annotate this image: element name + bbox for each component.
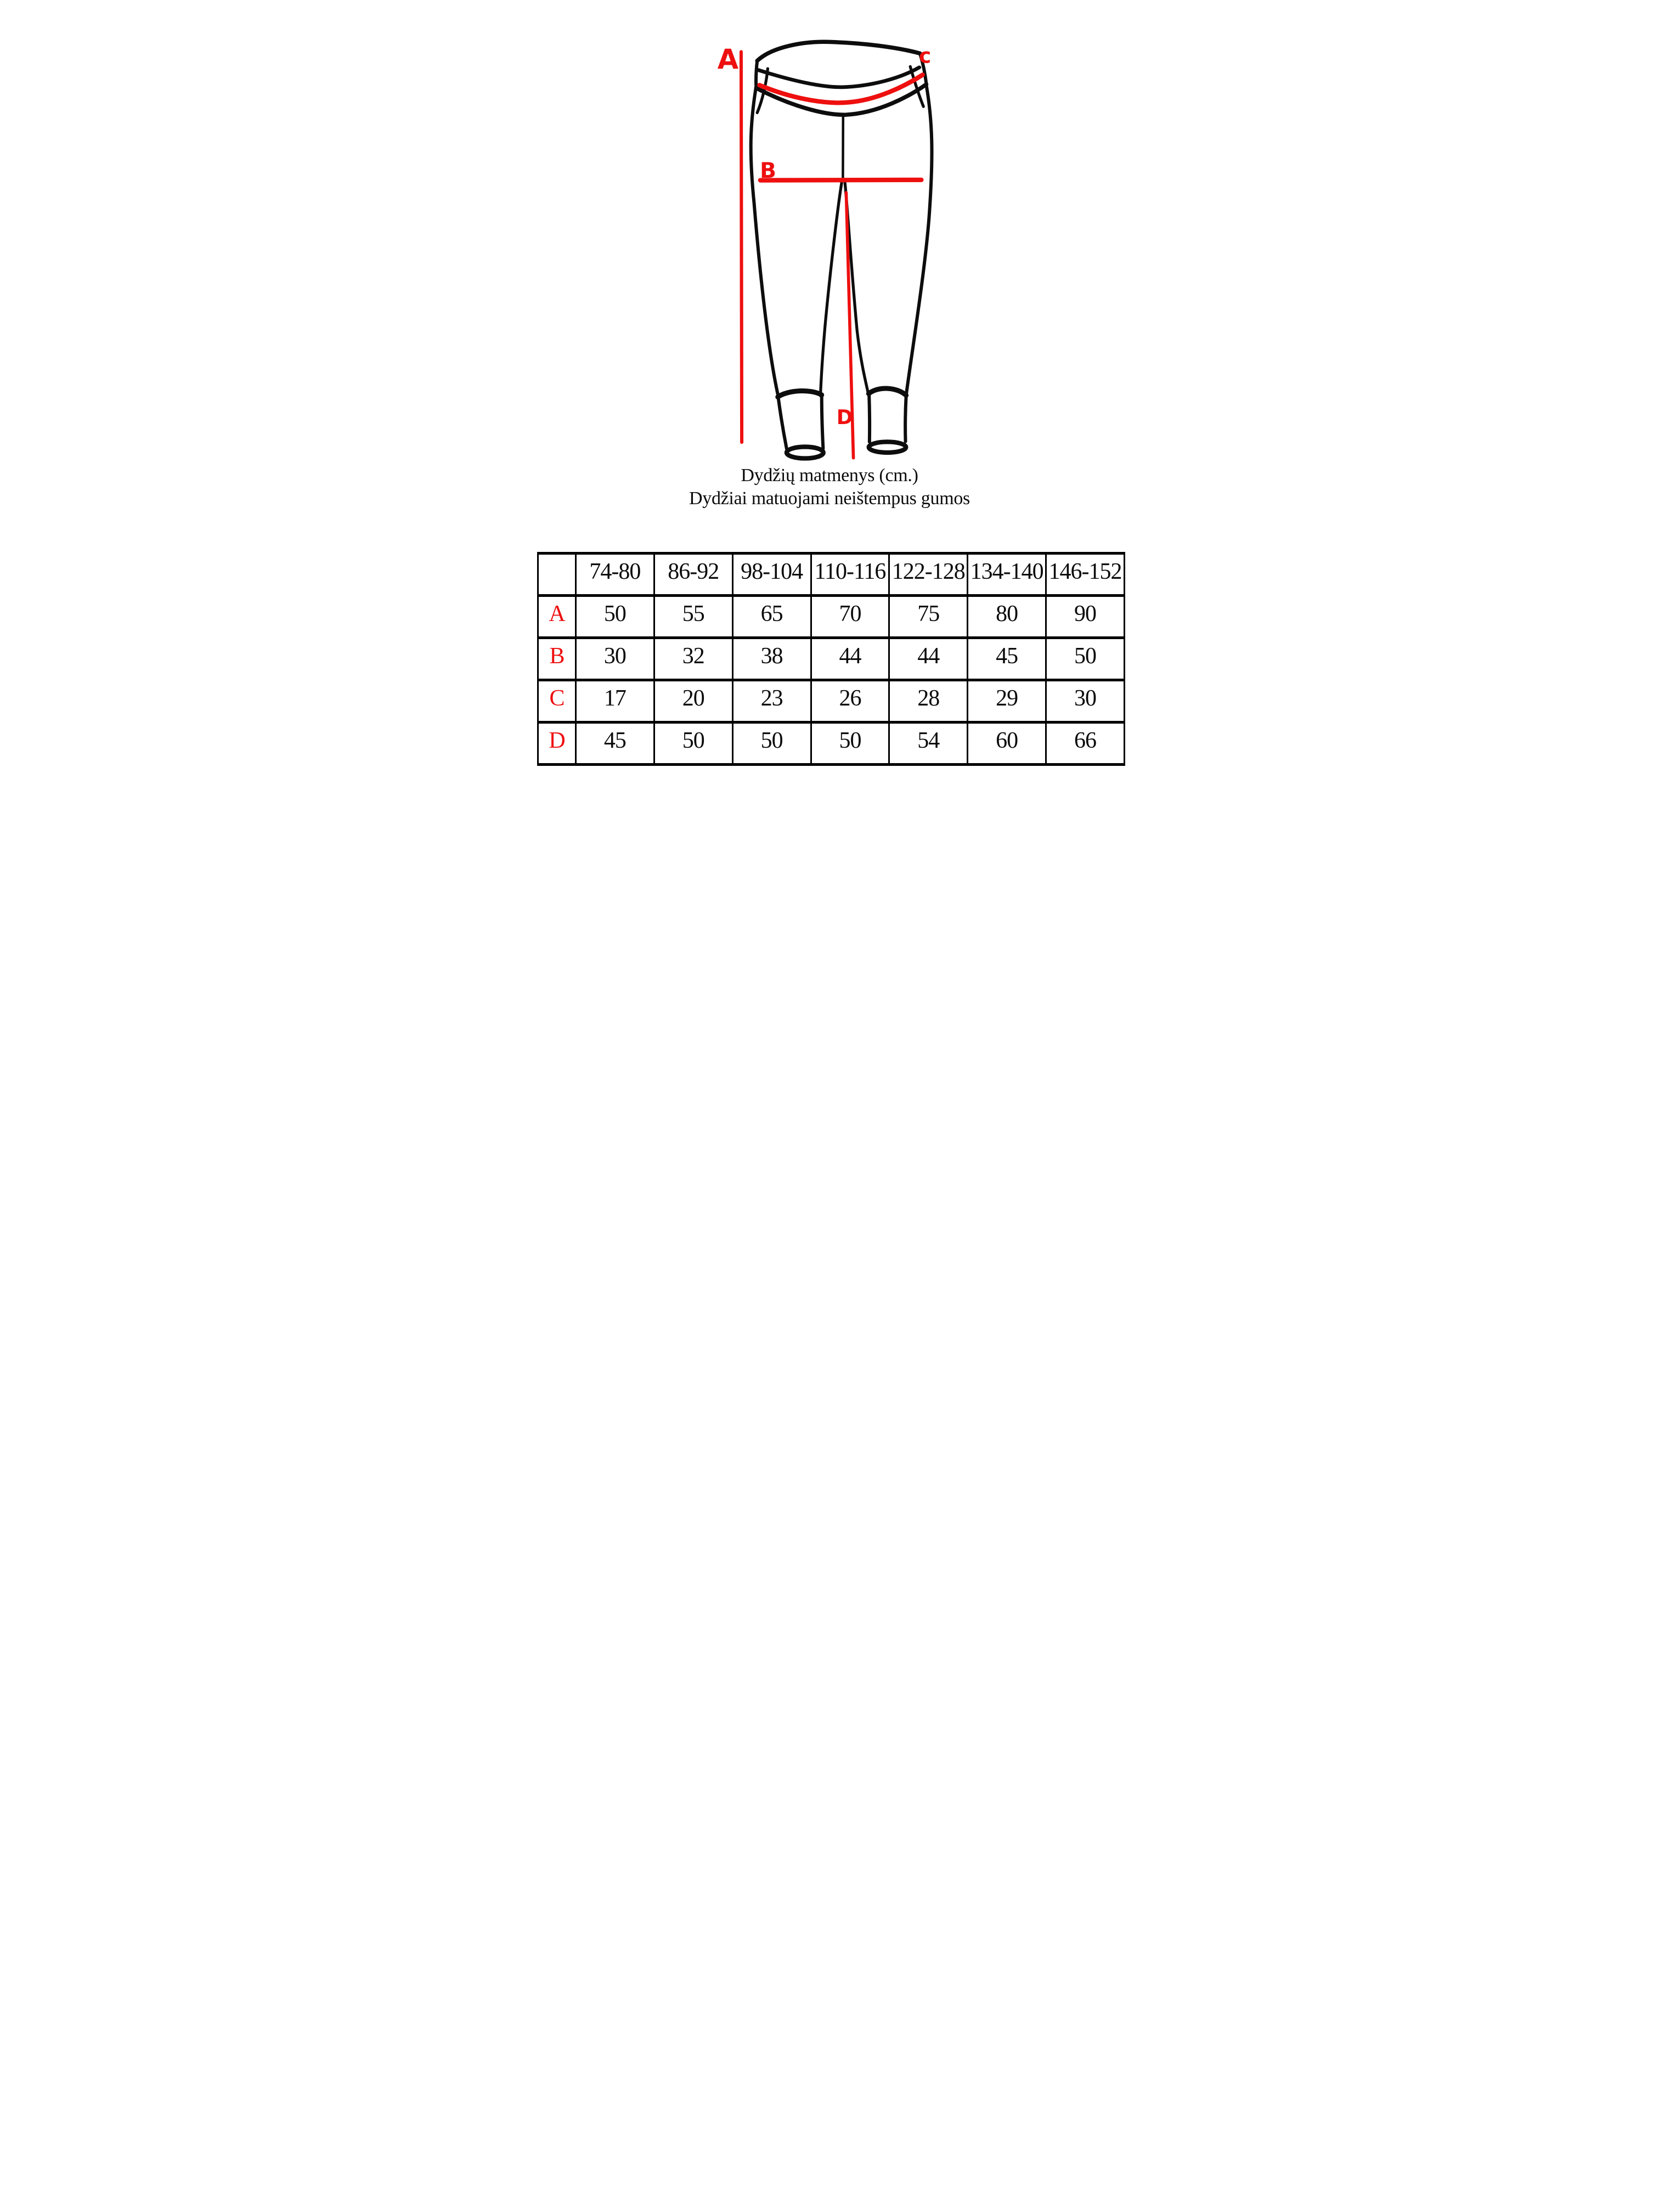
- row-label: A: [538, 596, 576, 638]
- left-cuff-top: [778, 391, 822, 397]
- title-block: [518, 464, 1141, 510]
- column-header: 74-80: [576, 554, 654, 596]
- size-cell: 50: [576, 596, 654, 638]
- size-cell: 50: [732, 723, 811, 765]
- size-cell: 66: [1046, 723, 1125, 765]
- right-cuff-right-edge: [905, 396, 906, 441]
- size-cell: 80: [968, 596, 1046, 638]
- left-inseam: [820, 183, 842, 396]
- size-cell: 54: [889, 723, 968, 765]
- size-cell: 44: [811, 638, 889, 680]
- table-row: [538, 723, 1125, 765]
- size-cell: 26: [811, 680, 889, 723]
- right-cuff-left-edge: [869, 394, 870, 442]
- pants-diagram: [714, 38, 940, 463]
- size-cell: 45: [576, 723, 654, 765]
- table-row: [538, 596, 1125, 638]
- size-table: [537, 552, 1125, 766]
- column-header: 86-92: [654, 554, 732, 596]
- right-side-seam: [906, 85, 932, 395]
- size-cell: 20: [654, 680, 732, 723]
- size-cell: 38: [732, 638, 811, 680]
- size-cell: 90: [1046, 596, 1125, 638]
- row-label: B: [538, 638, 576, 680]
- size-cell: 23: [732, 680, 811, 723]
- size-cell: 75: [889, 596, 968, 638]
- measurement-label-b: B: [760, 159, 776, 184]
- waistband-top-line: [757, 42, 920, 61]
- size-cell: 65: [732, 596, 811, 638]
- size-table-body: [538, 596, 1125, 765]
- column-header: 122-128: [889, 554, 968, 596]
- row-label: D: [538, 723, 576, 765]
- column-header: 146-152: [1046, 554, 1125, 596]
- measurement-label-a: A: [717, 43, 739, 76]
- size-cell: 32: [654, 638, 732, 680]
- page-title: Dydžių matmenys (cm.): [741, 465, 918, 486]
- left-cuff-bottom: [787, 447, 823, 458]
- size-cell: 29: [968, 680, 1046, 723]
- measurement-label-c: c: [918, 43, 932, 68]
- size-chart-page: [518, 0, 1141, 830]
- size-table-head-row: [538, 554, 1125, 596]
- column-header: 134-140: [968, 554, 1046, 596]
- size-cell: 17: [576, 680, 654, 723]
- page-subtitle: Dydžiai matuojami neištempus gumos: [689, 488, 970, 509]
- row-label: C: [538, 680, 576, 723]
- left-cuff-left-edge: [778, 397, 787, 449]
- size-cell: 50: [1046, 638, 1125, 680]
- size-cell: 60: [968, 723, 1046, 765]
- size-cell: 30: [576, 638, 654, 680]
- size-cell: 55: [654, 596, 732, 638]
- table-row: [538, 680, 1125, 723]
- size-cell: 28: [889, 680, 968, 723]
- right-cuff-bottom: [869, 442, 906, 453]
- size-cell: 50: [654, 723, 732, 765]
- measurement-line-a: [741, 52, 742, 442]
- corner-cell: [538, 554, 576, 596]
- size-cell: 30: [1046, 680, 1125, 723]
- column-header: 110-116: [811, 554, 889, 596]
- size-cell: 70: [811, 596, 889, 638]
- left-cuff-right-edge: [822, 396, 823, 449]
- size-cell: 45: [968, 638, 1046, 680]
- right-cuff-top: [868, 388, 906, 396]
- measurement-label-d: D: [836, 407, 853, 430]
- waistband-inner-line: [758, 67, 919, 87]
- waistband-left-edge: [756, 61, 757, 88]
- size-cell: 44: [889, 638, 968, 680]
- size-cell: 50: [811, 723, 889, 765]
- column-header: 98-104: [732, 554, 811, 596]
- table-row: [538, 638, 1125, 680]
- left-side-seam: [751, 89, 778, 396]
